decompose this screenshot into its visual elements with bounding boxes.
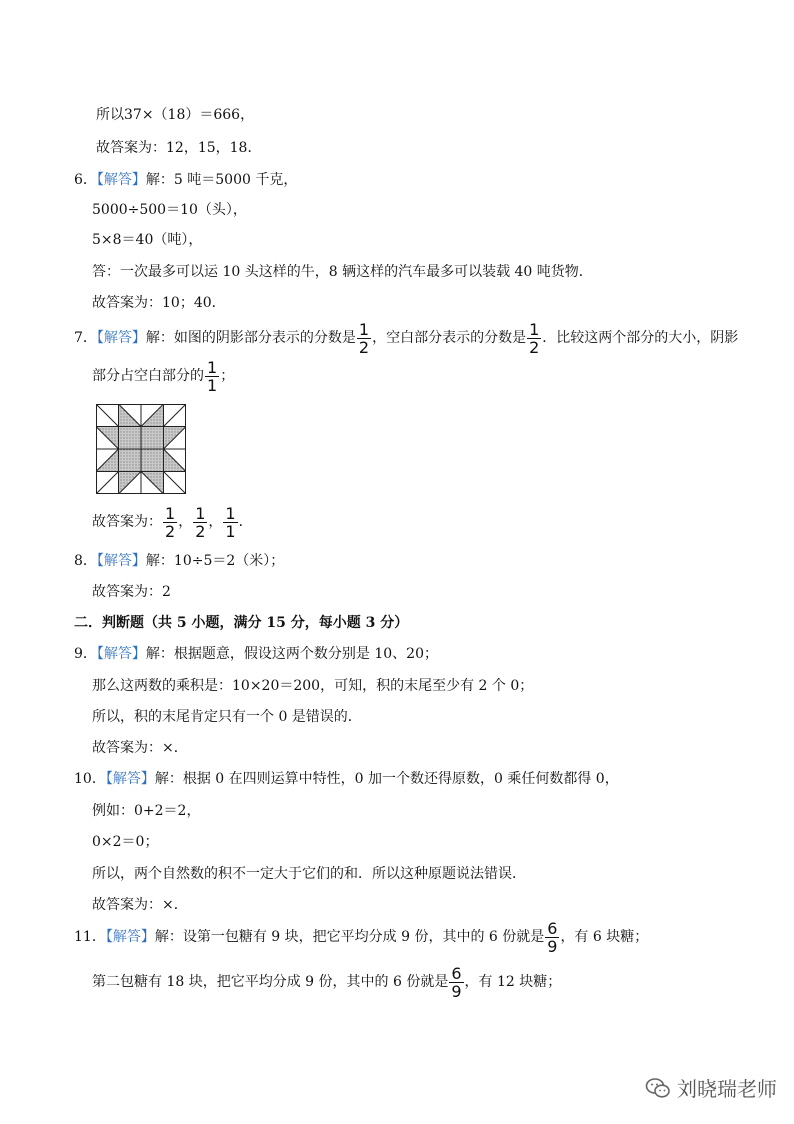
text: 解：根据 0 在四则运算中特性，0 加一个数还得原数，0 乘任何数都得 0， bbox=[154, 771, 619, 787]
question-9 bbox=[74, 644, 438, 664]
wechat-icon bbox=[645, 1077, 671, 1099]
shaded-grid-figure bbox=[96, 404, 186, 494]
fraction-one-one bbox=[205, 359, 219, 394]
text: 部分占空白部分的 bbox=[92, 368, 204, 384]
text: 第二包糖有 18 块，把它平均分成 9 份，其中的 6 份就是 bbox=[92, 974, 449, 990]
text-line: 5×8＝40（吨）， bbox=[92, 232, 203, 248]
text: 解：根据题意，假设这两个数分别是 10、20； bbox=[145, 646, 438, 662]
denominator: 2 bbox=[195, 521, 206, 541]
denominator: 2 bbox=[165, 521, 176, 541]
watermark bbox=[645, 1073, 777, 1102]
numerator: 1 bbox=[165, 503, 176, 523]
fraction-one-one bbox=[223, 505, 237, 540]
question-number: 7． bbox=[74, 330, 97, 346]
question-number: 8． bbox=[74, 553, 97, 569]
question-number: 11． bbox=[74, 929, 106, 945]
question-10 bbox=[74, 769, 619, 789]
text-line: 故答案为：12，15，18． bbox=[96, 140, 262, 156]
answer-tag: 【解答】 bbox=[105, 929, 155, 945]
question-7 bbox=[74, 318, 738, 358]
text-line: 那么这两数的乘积是：10×20＝200，可知，积的末尾至少有 2 个 0； bbox=[92, 678, 534, 694]
section-heading: 二．判断题（共 5 小题，满分 15 分，每小题 3 分） bbox=[74, 615, 409, 631]
answer-tag: 【解答】 bbox=[96, 646, 146, 662]
numerator: 1 bbox=[195, 503, 206, 523]
text-line: 故答案为：10；40． bbox=[92, 295, 226, 311]
text-line: 答：一次最多可以运 10 头这样的牛，8 辆这样的汽车最多可以装载 40 吨货物． bbox=[92, 264, 593, 280]
text-line: 故答案为：×． bbox=[92, 897, 188, 913]
denominator: 2 bbox=[358, 337, 370, 357]
watermark-text: 刘晓瑞老师 bbox=[677, 1077, 777, 1101]
text-line: 例如：0+2＝2， bbox=[92, 803, 201, 819]
text: ，有 12 块糖； bbox=[464, 974, 562, 990]
separator: ， bbox=[178, 514, 193, 530]
q7-answer bbox=[92, 502, 253, 542]
text-line: 所以，两个自然数的积不一定大于它们的和．所以这种原题说法错误． bbox=[92, 866, 526, 882]
question-number: 6． bbox=[74, 172, 97, 188]
question-number: 10． bbox=[74, 771, 106, 787]
question-11 bbox=[74, 917, 648, 957]
answer-tag: 【解答】 bbox=[105, 771, 155, 787]
numerator: 6 bbox=[451, 963, 462, 983]
text: 解：5 吨＝5000 千克， bbox=[145, 172, 298, 188]
separator: ， bbox=[208, 514, 223, 530]
denominator: 9 bbox=[451, 981, 462, 1001]
text-line: 所以37×（18）＝666， bbox=[96, 107, 255, 123]
numerator: 1 bbox=[207, 357, 218, 377]
text: ，有 6 块糖； bbox=[560, 929, 649, 945]
fraction-one-half bbox=[163, 505, 177, 540]
text: ； bbox=[220, 368, 235, 384]
numerator: 1 bbox=[358, 319, 370, 339]
text: ．比较这两个部分的大小，阴影 bbox=[542, 330, 739, 346]
denominator: 2 bbox=[529, 337, 540, 357]
fraction-one-half bbox=[527, 321, 541, 356]
question-6 bbox=[74, 170, 297, 190]
denominator: 1 bbox=[207, 375, 218, 395]
denominator: 1 bbox=[225, 521, 236, 541]
fraction-six-ninths bbox=[449, 965, 463, 1000]
text-line: 故答案为：2 bbox=[92, 584, 171, 600]
fraction-six-ninths bbox=[545, 920, 559, 955]
text: ，空白部分表示的分数是 bbox=[372, 330, 527, 346]
text-line: 所以，积的末尾肯定只有一个 0 是错误的． bbox=[92, 709, 362, 725]
fraction-one-half bbox=[357, 321, 371, 356]
text: 解：设第一包糖有 9 块，把它平均分成 9 份，其中的 6 份就是 bbox=[154, 929, 545, 945]
text-line bbox=[92, 962, 561, 1002]
numerator: 1 bbox=[225, 503, 236, 523]
question-8 bbox=[74, 551, 284, 571]
fraction-one-half bbox=[193, 505, 207, 540]
question-number: 9． bbox=[74, 646, 97, 662]
text: 解：如图的阴影部分表示的分数是 bbox=[145, 330, 356, 346]
numerator: 6 bbox=[547, 918, 558, 938]
text-line: 故答案为：×． bbox=[92, 740, 188, 756]
answer-tag: 【解答】 bbox=[96, 330, 146, 346]
numerator: 1 bbox=[529, 319, 540, 339]
denominator: 9 bbox=[547, 936, 558, 956]
text: 解：10÷5＝2（米）； bbox=[145, 553, 285, 569]
text: 故答案为： bbox=[92, 514, 162, 530]
answer-tag: 【解答】 bbox=[96, 172, 146, 188]
text-line: 5000÷500＝10（头）， bbox=[92, 202, 247, 218]
text-line: 0×2＝0； bbox=[92, 834, 159, 850]
text-line bbox=[92, 356, 234, 396]
answer-tag: 【解答】 bbox=[96, 553, 146, 569]
separator: ． bbox=[238, 514, 253, 530]
